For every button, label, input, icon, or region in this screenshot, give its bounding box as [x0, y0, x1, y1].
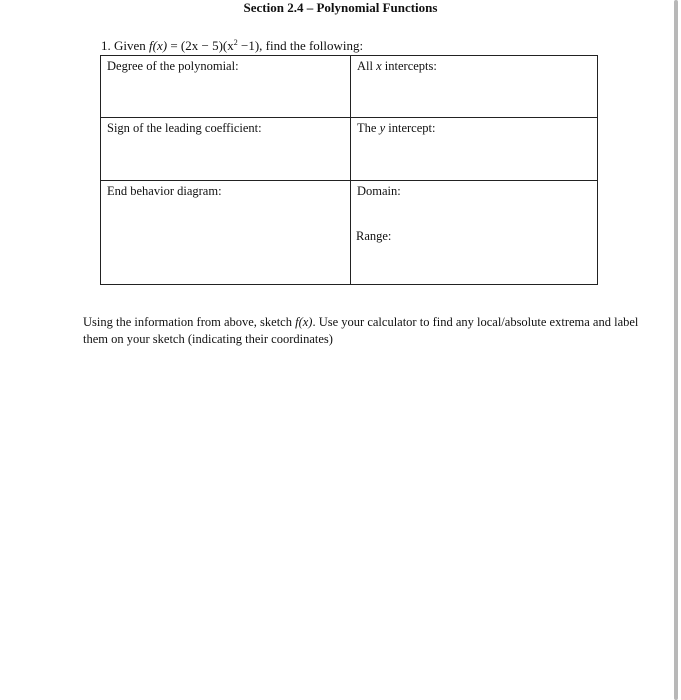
range-label: Range:: [356, 229, 392, 243]
problem-number: 1.: [101, 38, 111, 53]
given-word: Given: [114, 38, 146, 53]
degree-label: Degree of the polynomial:: [107, 59, 239, 73]
problem-statement: [101, 38, 363, 54]
instructions-part-2: . Use your calculator to find any local/absolute extrema and label them on your sketch (indicating their coordinates): [83, 315, 639, 346]
function-exponent: 2: [233, 38, 238, 47]
cell-end-behavior: [101, 181, 350, 285]
x-intercepts-suffix: intercepts:: [381, 59, 437, 73]
domain-label: Domain:: [357, 184, 401, 198]
cell-degree: [101, 56, 350, 117]
sketch-instructions: [83, 314, 643, 348]
cell-y-intercept: [351, 118, 598, 180]
function-expression: = (2x − 5)(x: [167, 38, 234, 53]
x-variable: x: [376, 59, 382, 73]
cell-leading-sign: [101, 118, 350, 180]
instructions-function-name: f(x): [295, 315, 313, 329]
instructions-part-1: Using the information from above, sketch: [83, 315, 296, 329]
y-intercept-prefix: The: [357, 121, 380, 135]
x-intercepts-prefix: All: [357, 59, 377, 73]
page-title: Section 2.4 – Polynomial Functions: [243, 0, 438, 15]
function-name: f(x): [149, 38, 168, 53]
function-tail: −1), find the following:: [237, 38, 364, 53]
leading-sign-label: Sign of the leading coefficient:: [107, 121, 262, 135]
answer-table: [100, 55, 598, 285]
cell-x-intercepts: [351, 56, 598, 117]
end-behavior-label: End behavior diagram:: [107, 184, 222, 198]
vertical-scrollbar[interactable]: [674, 0, 678, 700]
y-variable: y: [379, 121, 386, 135]
y-intercept-suffix: intercept:: [385, 121, 436, 135]
